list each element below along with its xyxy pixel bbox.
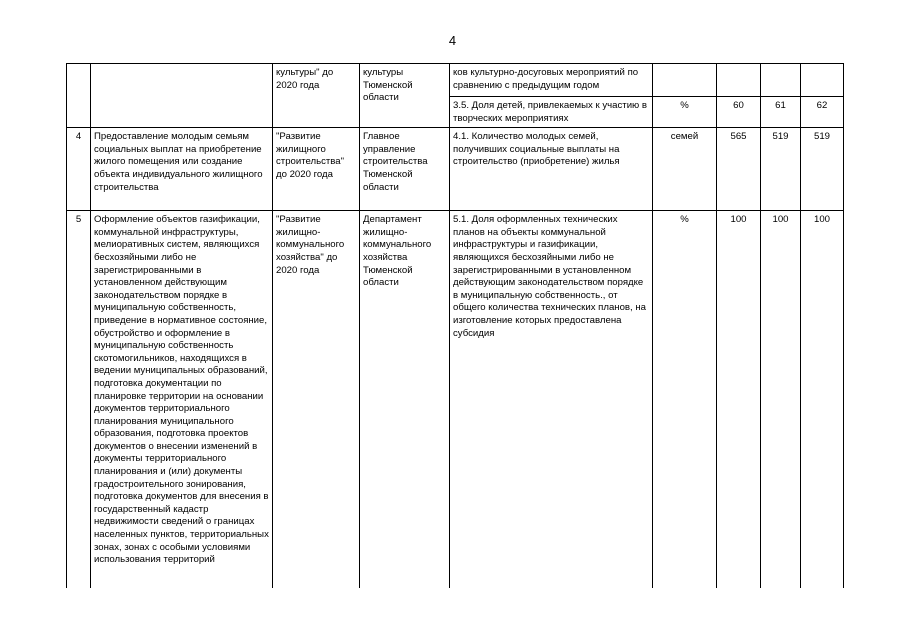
table-row <box>67 128 844 211</box>
executor-cell: Департамент жилищно-коммунального хозяйства Тюменской области <box>360 211 450 588</box>
page-number: 4 <box>448 33 457 48</box>
program-cell: "Развитие жилищно-коммунального хозяйства" до 2020 года <box>273 211 360 588</box>
unit-cell: семей <box>653 128 717 211</box>
value-cell: 519 <box>761 128 801 211</box>
value-cell: 100 <box>717 211 761 588</box>
value-cell: 100 <box>761 211 801 588</box>
measure-cell <box>91 64 273 128</box>
table-row <box>67 211 844 588</box>
program-cell: культуры" до 2020 года <box>273 64 360 128</box>
program-cell: "Развитие жилищного строительства" до 2020 года <box>273 128 360 211</box>
value-cell: 61 <box>761 97 801 128</box>
row-number: 5 <box>67 211 91 588</box>
value-cell: 519 <box>801 128 844 211</box>
value-cell: 60 <box>717 97 761 128</box>
indicator-cell: 5.1. Доля оформленных технических планов на объекты коммунальной инфраструктуры и газификации, являющихся бесхозяйными либо не зарегистрированными в установленном действующим законодательством порядке в муниципальную собственность., от общего количества технических планов, на изготовление которых предоставлена субсидия <box>450 211 653 588</box>
indicator-cell: ков культурно-досуговых мероприятий по сравнению с предыдущим годом <box>450 64 653 97</box>
executor-cell: Главное управление строительства Тюменской области <box>360 128 450 211</box>
value-cell: 62 <box>801 97 844 128</box>
row-number: 4 <box>67 128 91 211</box>
indicator-cell: 4.1. Количество молодых семей, получивших социальные выплаты на строительство (приобретение) жилья <box>450 128 653 211</box>
value-cell: 565 <box>717 128 761 211</box>
measure-cell: Предоставление молодым семьям социальных выплат на приобретение жилого помещения или создание объекта индивидуального жилищного строительства <box>91 128 273 211</box>
value-cell: 100 <box>801 211 844 588</box>
unit-cell: % <box>653 211 717 588</box>
unit-cell: % <box>653 97 717 128</box>
executor-cell: культуры Тюменской области <box>360 64 450 128</box>
row-number <box>67 64 91 128</box>
value-cell <box>761 64 801 97</box>
indicator-cell: 3.5. Доля детей, привлекаемых к участию в творческих мероприятиях <box>450 97 653 128</box>
value-cell <box>801 64 844 97</box>
value-cell <box>717 64 761 97</box>
unit-cell <box>653 64 717 97</box>
program-table <box>66 63 844 588</box>
table-row <box>67 64 844 97</box>
measure-cell: Оформление объектов газификации, коммунальной инфраструктуры, мелиоративных систем, являющихся бесхозяйными либо не зарегистрированными в установленном действующим законодательством порядке в муниципальную собственность, приведение в нормативное состояние, обустройство и оформление в муниципальную собственность скотомогильников, находящихся в ведении муниципальных образований, подготовка документации по планировке территории на основании документов территориального планирования муниципального образования, подготовка проектов документов о внесении изменений в документы территориального планирования и (или) документы градостроительного зонирования, подготовка документов для внесения в государственный кадастр недвижимости сведений о границах населенных пунктов, территориальных зонах, зонах с особыми условиями использования территорий <box>91 211 273 588</box>
